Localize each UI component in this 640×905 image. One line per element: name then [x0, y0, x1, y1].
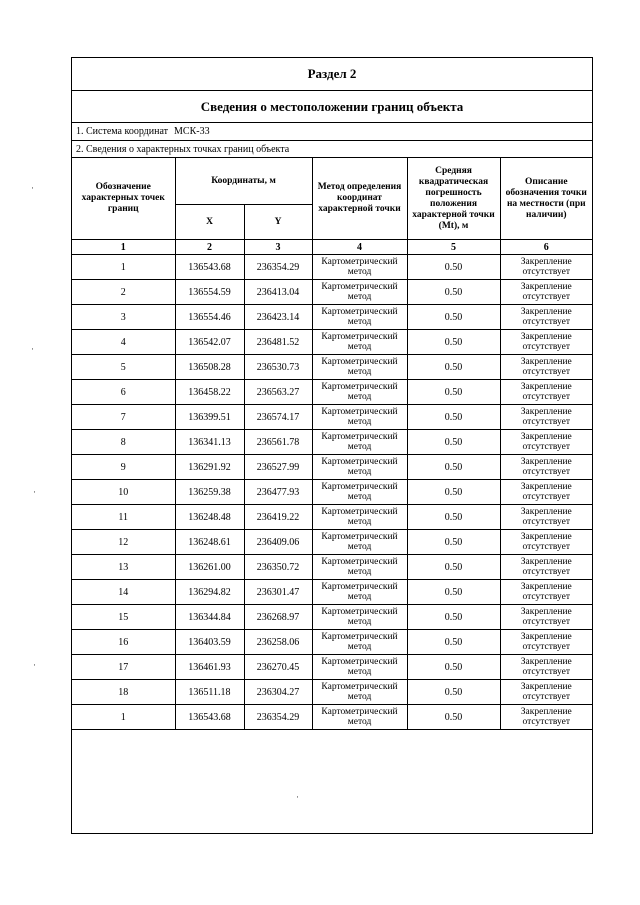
cell-error: 0.50 [407, 530, 500, 555]
cell-description: Закрепление отсутствует [500, 255, 592, 280]
cell-y: 236304.27 [244, 680, 312, 705]
table-row [72, 280, 592, 305]
cell-error: 0.50 [407, 655, 500, 680]
cell-error: 0.50 [407, 330, 500, 355]
cell-point: 13 [72, 555, 175, 580]
header-error: Средняя квадратическая погрешность положения характерной точки (Mt), м [407, 158, 500, 240]
cell-method: Картометрический метод [312, 505, 407, 530]
cell-method: Картометрический метод [312, 655, 407, 680]
table-row [72, 430, 592, 455]
cell-description: Закрепление отсутствует [500, 555, 592, 580]
table-row [72, 355, 592, 380]
cell-y: 236481.52 [244, 330, 312, 355]
header-coords: Координаты, м [175, 158, 312, 205]
scan-speck: · [31, 344, 34, 354]
table-row [72, 530, 592, 555]
document-frame [71, 57, 593, 834]
table-row [72, 605, 592, 630]
cell-x: 136461.93 [175, 655, 244, 680]
cell-method: Картометрический метод [312, 430, 407, 455]
scan-speck: · [31, 183, 34, 193]
cell-x: 136543.68 [175, 705, 244, 730]
table-row [72, 555, 592, 580]
table-row [72, 455, 592, 480]
table-row [72, 580, 592, 605]
table-row [72, 330, 592, 355]
cell-x: 136294.82 [175, 580, 244, 605]
document-subtitle [72, 91, 592, 123]
cell-point: 16 [72, 630, 175, 655]
cell-description: Закрепление отсутствует [500, 280, 592, 305]
header-point: Обозначение характерных точек границ [72, 158, 175, 240]
header-y: Y [244, 205, 312, 240]
column-number: 5 [407, 240, 500, 255]
points-section-label [72, 141, 592, 157]
cell-y: 236301.47 [244, 580, 312, 605]
cell-error: 0.50 [407, 505, 500, 530]
header-method: Метод определения координат характерной точки [312, 158, 407, 240]
cell-method: Картометрический метод [312, 280, 407, 305]
cell-y: 236413.04 [244, 280, 312, 305]
cell-x: 136344.84 [175, 605, 244, 630]
cell-description: Закрепление отсутствует [500, 505, 592, 530]
coordinate-system-value: МСК-33 [174, 126, 210, 137]
cell-error: 0.50 [407, 555, 500, 580]
cell-y: 236574.17 [244, 405, 312, 430]
coordinate-system-line [72, 123, 592, 141]
cell-error: 0.50 [407, 630, 500, 655]
cell-description: Закрепление отсутствует [500, 680, 592, 705]
cell-x: 136291.92 [175, 455, 244, 480]
cell-y: 236354.29 [244, 255, 312, 280]
cell-error: 0.50 [407, 705, 500, 730]
cell-point: 1 [72, 255, 175, 280]
cell-point: 10 [72, 480, 175, 505]
cell-description: Закрепление отсутствует [500, 630, 592, 655]
cell-point: 8 [72, 430, 175, 455]
cell-x: 136458.22 [175, 380, 244, 405]
table-row [72, 405, 592, 430]
cell-y: 236258.06 [244, 630, 312, 655]
cell-error: 0.50 [407, 580, 500, 605]
cell-y: 236527.99 [244, 455, 312, 480]
cell-error: 0.50 [407, 680, 500, 705]
cell-y: 236268.97 [244, 605, 312, 630]
cell-y: 236350.72 [244, 555, 312, 580]
table-row [72, 480, 592, 505]
table-row [72, 505, 592, 530]
cell-y: 236530.73 [244, 355, 312, 380]
cell-error: 0.50 [407, 605, 500, 630]
column-number: 3 [244, 240, 312, 255]
cell-method: Картометрический метод [312, 330, 407, 355]
header-x: X [175, 205, 244, 240]
cell-description: Закрепление отсутствует [500, 455, 592, 480]
cell-error: 0.50 [407, 305, 500, 330]
cell-method: Картометрический метод [312, 580, 407, 605]
cell-x: 136261.00 [175, 555, 244, 580]
cell-description: Закрепление отсутствует [500, 705, 592, 730]
table-row [72, 680, 592, 705]
cell-error: 0.50 [407, 280, 500, 305]
cell-x: 136554.59 [175, 280, 244, 305]
cell-point: 15 [72, 605, 175, 630]
cell-x: 136554.46 [175, 305, 244, 330]
cell-point: 5 [72, 355, 175, 380]
coordinate-system-label: 1. Система координат [76, 126, 169, 137]
cell-point: 11 [72, 505, 175, 530]
cell-error: 0.50 [407, 355, 500, 380]
cell-error: 0.50 [407, 255, 500, 280]
cell-description: Закрепление отсутствует [500, 655, 592, 680]
cell-y: 236270.45 [244, 655, 312, 680]
points-section-label-text: 2. Сведения о характерных точках границ объекта [76, 143, 290, 155]
cell-y: 236563.27 [244, 380, 312, 405]
column-number: 2 [175, 240, 244, 255]
cell-method: Картометрический метод [312, 630, 407, 655]
cell-point: 1 [72, 705, 175, 730]
cell-point: 6 [72, 380, 175, 405]
document-subtitle-text: Сведения о местоположении границ объекта [200, 98, 464, 114]
cell-x: 136259.38 [175, 480, 244, 505]
header-description: Описание обозначения точки на местности (при наличии) [500, 158, 592, 240]
cell-error: 0.50 [407, 430, 500, 455]
cell-x: 136399.51 [175, 405, 244, 430]
table-row [72, 630, 592, 655]
cell-method: Картометрический метод [312, 455, 407, 480]
cell-description: Закрепление отсутствует [500, 380, 592, 405]
cell-method: Картометрический метод [312, 405, 407, 430]
cell-method: Картометрический метод [312, 380, 407, 405]
cell-x: 136341.13 [175, 430, 244, 455]
section-title-text: Раздел 2 [307, 66, 357, 81]
cell-method: Картометрический метод [312, 605, 407, 630]
cell-point: 14 [72, 580, 175, 605]
table-row [72, 705, 592, 730]
points-table [72, 157, 592, 730]
cell-point: 4 [72, 330, 175, 355]
cell-description: Закрепление отсутствует [500, 530, 592, 555]
cell-x: 136511.18 [175, 680, 244, 705]
cell-y: 236423.14 [244, 305, 312, 330]
cell-method: Картометрический метод [312, 680, 407, 705]
cell-y: 236477.93 [244, 480, 312, 505]
cell-description: Закрепление отсутствует [500, 580, 592, 605]
column-number: 6 [500, 240, 592, 255]
cell-error: 0.50 [407, 455, 500, 480]
column-numbers-row [72, 240, 592, 255]
cell-error: 0.50 [407, 380, 500, 405]
column-number: 4 [312, 240, 407, 255]
cell-point: 12 [72, 530, 175, 555]
cell-method: Картометрический метод [312, 705, 407, 730]
table-row [72, 655, 592, 680]
scan-speck: · [296, 792, 299, 802]
section-title [72, 58, 592, 91]
column-number: 1 [72, 240, 175, 255]
cell-description: Закрепление отсутствует [500, 405, 592, 430]
cell-error: 0.50 [407, 405, 500, 430]
cell-description: Закрепление отсутствует [500, 355, 592, 380]
cell-point: 18 [72, 680, 175, 705]
cell-description: Закрепление отсутствует [500, 430, 592, 455]
cell-description: Закрепление отсутствует [500, 330, 592, 355]
table-row [72, 255, 592, 280]
cell-x: 136508.28 [175, 355, 244, 380]
cell-y: 236409.06 [244, 530, 312, 555]
cell-point: 17 [72, 655, 175, 680]
table-row [72, 305, 592, 330]
cell-description: Закрепление отсутствует [500, 305, 592, 330]
cell-point: 9 [72, 455, 175, 480]
cell-point: 2 [72, 280, 175, 305]
cell-y: 236354.29 [244, 705, 312, 730]
cell-method: Картометрический метод [312, 530, 407, 555]
cell-y: 236561.78 [244, 430, 312, 455]
scan-speck: · [33, 660, 36, 670]
cell-x: 136542.07 [175, 330, 244, 355]
scan-speck: · [33, 487, 36, 497]
cell-method: Картометрический метод [312, 480, 407, 505]
cell-description: Закрепление отсутствует [500, 480, 592, 505]
table-row [72, 380, 592, 405]
cell-point: 7 [72, 405, 175, 430]
cell-y: 236419.22 [244, 505, 312, 530]
cell-error: 0.50 [407, 480, 500, 505]
cell-x: 136248.48 [175, 505, 244, 530]
cell-method: Картометрический метод [312, 305, 407, 330]
cell-point: 3 [72, 305, 175, 330]
cell-description: Закрепление отсутствует [500, 605, 592, 630]
cell-x: 136543.68 [175, 255, 244, 280]
cell-method: Картометрический метод [312, 555, 407, 580]
cell-method: Картометрический метод [312, 355, 407, 380]
cell-method: Картометрический метод [312, 255, 407, 280]
cell-x: 136248.61 [175, 530, 244, 555]
cell-x: 136403.59 [175, 630, 244, 655]
